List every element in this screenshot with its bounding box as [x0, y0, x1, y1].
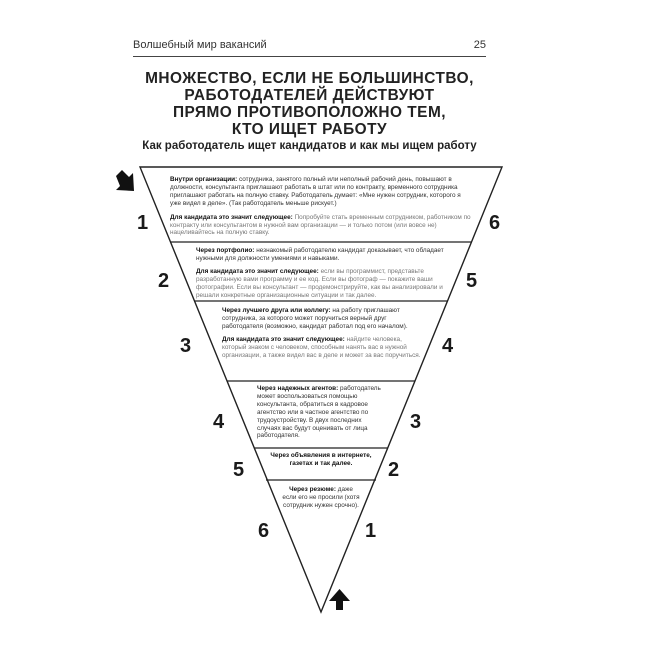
seeker-rank: 5 — [466, 270, 478, 292]
employer-rank: 5 — [233, 459, 245, 481]
arrow-up-icon — [329, 589, 350, 610]
headline-line: РАБОТОДАТЕЛЕЙ ДЕЙСТВУЮТ — [184, 87, 435, 104]
employer-method: Через портфолио: незнакомый работодателю кандидат доказывает, что обладает нужными для должности умениями и навыками. — [196, 247, 444, 262]
candidate-advice: Для кандидата это значит следующее: найдите человека, который знаком с человеком, способным нанять вас в нужной организации, а также видел вас в деле и может за вас поручиться. — [222, 335, 421, 359]
seeker-rank: 4 — [442, 335, 454, 357]
tier-1-text — [170, 176, 472, 237]
employer-method: Через объявления в интернете, газетах и так далее. — [270, 452, 372, 467]
book-title: Волшебный мир вакансий — [133, 39, 267, 51]
tier-3-text — [222, 307, 422, 359]
arrow-down-right-icon — [116, 170, 134, 191]
employer-rank: 2 — [158, 270, 170, 292]
employer-method: Через резюме: даже если его не просили (хотя сотрудник нужен срочно). — [282, 486, 360, 509]
seeker-rank: 1 — [365, 520, 377, 542]
employer-method: Внутри организации: сотрудника, занятого полный или неполный рабочий день, повышают в должности, консультанта приглашают работать в штат или по контракту, временного сотрудника приглашают работать на полную ставку. Работодатель думает: «Мне нужен сотрудник, которого я уже видел в деле». (Так работодатель меньше рискует.) — [170, 176, 461, 207]
seeker-rank: 3 — [410, 411, 422, 433]
tier-2-text — [196, 247, 448, 299]
tier-5-text — [270, 452, 372, 468]
employer-method: Через лучшего друга или коллегу: на работу приглашают сотрудника, за которого может поручиться верный друг работодателя (возможно, кандидат работал под его началом). — [222, 307, 408, 330]
page-number: 25 — [473, 39, 486, 51]
employer-rank: 4 — [213, 411, 225, 433]
candidate-advice: Для кандидата это значит следующее: Попробуйте стать временным сотрудником, работником по контракту или консультантом в нужной вам организации — и только потом (или вовсе не) нацеливайтесь на полную ставку. — [170, 213, 471, 237]
candidate-advice: Для кандидата это значит следующее: если вы программист, представьте разработанную вами программу и ее код. Если вы фотограф — покажите ваши фотографии. Если вы консультант — продемонстрируйте, как вы анализировали и решали конкретные организационные ситуации и так далее. — [196, 267, 443, 299]
seeker-rank: 2 — [388, 459, 400, 481]
headline-line: ПРЯМО ПРОТИВОПОЛОЖНО ТЕМ, — [172, 104, 447, 121]
headline-line: КТО ИЩЕТ РАБОТУ — [231, 121, 388, 138]
diagram-subtitle: Как работодатель ищет кандидатов и как мы ищем работу — [142, 140, 477, 152]
tier-4-text — [257, 385, 383, 440]
employer-rank: 3 — [180, 335, 192, 357]
employer-rank: 1 — [137, 212, 149, 234]
employer-method: Через надежных агентов: работодатель может воспользоваться помощью консультанта, обратиться в кадровое агентство или в частное агентство по трудоустройству. В двух последних случаях вас будут оценивать от лица работодателя. — [257, 385, 381, 440]
headline-line: МНОЖЕСТВО, ЕСЛИ НЕ БОЛЬШИНСТВО, — [145, 70, 474, 87]
seeker-rank: 6 — [489, 212, 501, 234]
tier-6-text — [282, 486, 360, 510]
employer-rank: 6 — [258, 520, 270, 542]
